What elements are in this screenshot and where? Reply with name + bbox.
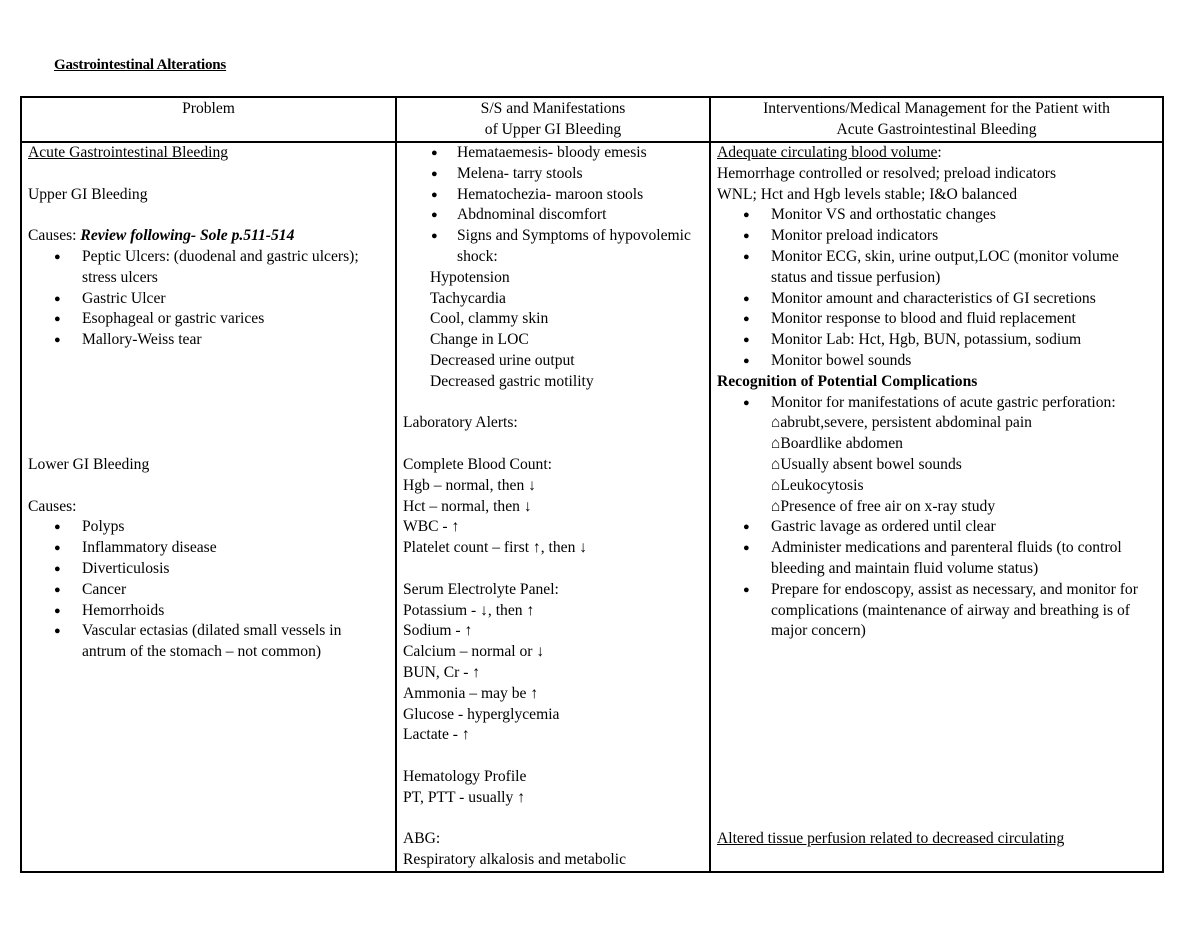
- lab-value: Sodium - ↑: [403, 622, 473, 640]
- lab-value: Lactate - ↑: [403, 726, 470, 744]
- list-item: ● Administer medications and parenteral fluids (to control bleeding and maintain fluid volume status): [717, 538, 1156, 580]
- page-title: Gastrointestinal Alterations: [54, 57, 227, 73]
- lab-value: PT, PTT - usually ↑: [403, 788, 526, 806]
- lab-value: Glucose - hyperglycemia: [403, 705, 560, 723]
- manifestation-list: [403, 143, 703, 268]
- interventions-cell: [710, 142, 1163, 872]
- acute-gi-bleeding-heading: Acute Gastrointestinal Bleeding: [28, 144, 229, 161]
- lower-causes-label: Causes:: [28, 497, 77, 515]
- header-manifestations: S/S and Manifestations of Upper GI Bleeding: [396, 97, 710, 142]
- list-item: ● Monitor ECG, skin, urine output,LOC (monitor volume status and tissue perfusion): [717, 247, 1156, 289]
- content-row: [21, 142, 1163, 872]
- shock-sign: Decreased gastric motility: [430, 372, 594, 390]
- perforation-sign: ⌂Boardlike abdomen: [771, 435, 903, 453]
- lab-value: Hct – normal, then ↓: [403, 497, 532, 515]
- upper-gi-label: Upper GI Bleeding: [28, 185, 148, 203]
- list-item: ● Mallory-Weiss tear: [28, 330, 389, 351]
- list-item: ● Hematochezia- maroon stools: [403, 185, 703, 206]
- lab-value: Platelet count – first ↑, then ↓: [403, 539, 588, 557]
- list-item: ● Diverticulosis: [28, 559, 389, 580]
- list-item: ● Cancer: [28, 580, 389, 601]
- cbc-label: Complete Blood Count:: [403, 455, 553, 473]
- lab-value: WBC - ↑: [403, 518, 460, 536]
- shock-sign: Change in LOC: [430, 331, 529, 349]
- electrolyte-label: Serum Electrolyte Panel:: [403, 580, 559, 598]
- list-item: ● Peptic Ulcers: (duodenal and gastric ulcers); stress ulcers: [28, 247, 389, 289]
- list-item: ● Prepare for endoscopy, assist as necessary, and monitor for complications (maintenance of airway and breathing is of major concern): [717, 580, 1156, 642]
- list-item: ● Esophageal or gastric varices: [28, 309, 389, 330]
- list-item: ● Monitor Lab: Hct, Hgb, BUN, potassium, sodium: [717, 330, 1156, 351]
- manifestations-cell: [396, 142, 710, 872]
- list-item: ● Hemataemesis- bloody emesis: [403, 143, 703, 164]
- list-item: ● Hemorrhoids: [28, 601, 389, 622]
- lab-alerts-label: Laboratory Alerts:: [403, 414, 518, 432]
- list-item: ● Monitor amount and characteristics of GI secretions: [717, 289, 1156, 310]
- goal-heading: Adequate circulating blood volume:: [717, 144, 942, 161]
- goal-text: WNL; Hct and Hgb levels stable; I&O balanced: [717, 185, 1018, 203]
- other-interventions-list: [717, 517, 1156, 642]
- lab-value: BUN, Cr - ↑: [403, 663, 481, 681]
- header-problem: Problem: [21, 97, 396, 142]
- list-item: ● Vascular ectasias (dilated small vessels in antrum of the stomach – not common): [28, 621, 389, 663]
- upper-causes-line: Causes: Review following- Sole p.511-514: [28, 227, 295, 245]
- list-item: ● Gastric Ulcer: [28, 289, 389, 310]
- shock-sign: Decreased urine output: [430, 351, 575, 369]
- list-item: ● Inflammatory disease: [28, 538, 389, 559]
- lab-value: Ammonia – may be ↑: [403, 684, 539, 702]
- list-item: ● Signs and Symptoms of hypovolemic shock:: [403, 226, 703, 268]
- lower-gi-label: Lower GI Bleeding: [28, 455, 150, 473]
- list-item: ● Abdnominal discomfort: [403, 205, 703, 226]
- header-row: [21, 97, 1163, 142]
- list-item: ● Gastric lavage as ordered until clear: [717, 517, 1156, 538]
- lab-value: Respiratory alkalosis and metabolic: [403, 851, 627, 869]
- list-item: ● Polyps: [28, 517, 389, 538]
- list-item: ● Melena- tarry stools: [403, 164, 703, 185]
- lab-value: Potassium - ↓, then ↑: [403, 601, 535, 619]
- monitor-list: [717, 205, 1156, 371]
- list-item: ● Monitor VS and orthostatic changes: [717, 205, 1156, 226]
- list-item: ● Monitor for manifestations of acute gastric perforation: ⌂abrubt,severe, persistent abdominal pain: [717, 393, 1156, 435]
- list-item: ● Monitor preload indicators: [717, 226, 1156, 247]
- lower-causes-list: [28, 517, 389, 663]
- shock-sign: Hypotension: [430, 268, 510, 286]
- perforation-sign: ⌂Leukocytosis: [771, 476, 864, 494]
- tissue-perfusion-heading: Altered tissue perfusion related to decreased circulating: [717, 830, 1065, 848]
- goal-text: Hemorrhage controlled or resolved; preload indicators: [717, 164, 1057, 182]
- care-plan-table: [20, 96, 1164, 873]
- problem-cell: [21, 142, 396, 872]
- header-interventions: Interventions/Medical Management for the Patient with Acute Gastrointestinal Bleeding: [710, 97, 1163, 142]
- list-item: ● Monitor bowel sounds: [717, 351, 1156, 372]
- upper-causes-list: [28, 247, 389, 351]
- perforation-sign: ⌂Usually absent bowel sounds: [771, 455, 962, 473]
- perforation-list: [717, 393, 1156, 435]
- lab-value: Calcium – normal or ↓: [403, 643, 545, 661]
- list-item: ● Monitor response to blood and fluid replacement: [717, 309, 1156, 330]
- complications-heading: Recognition of Potential Complications: [717, 372, 978, 390]
- lab-value: Hgb – normal, then ↓: [403, 476, 536, 494]
- shock-sign: Cool, clammy skin: [430, 310, 549, 328]
- shock-sign: Tachycardia: [430, 289, 506, 307]
- perforation-sign: ⌂Presence of free air on x-ray study: [771, 497, 996, 515]
- abg-label: ABG:: [403, 830, 441, 848]
- hematology-label: Hematology Profile: [403, 767, 527, 785]
